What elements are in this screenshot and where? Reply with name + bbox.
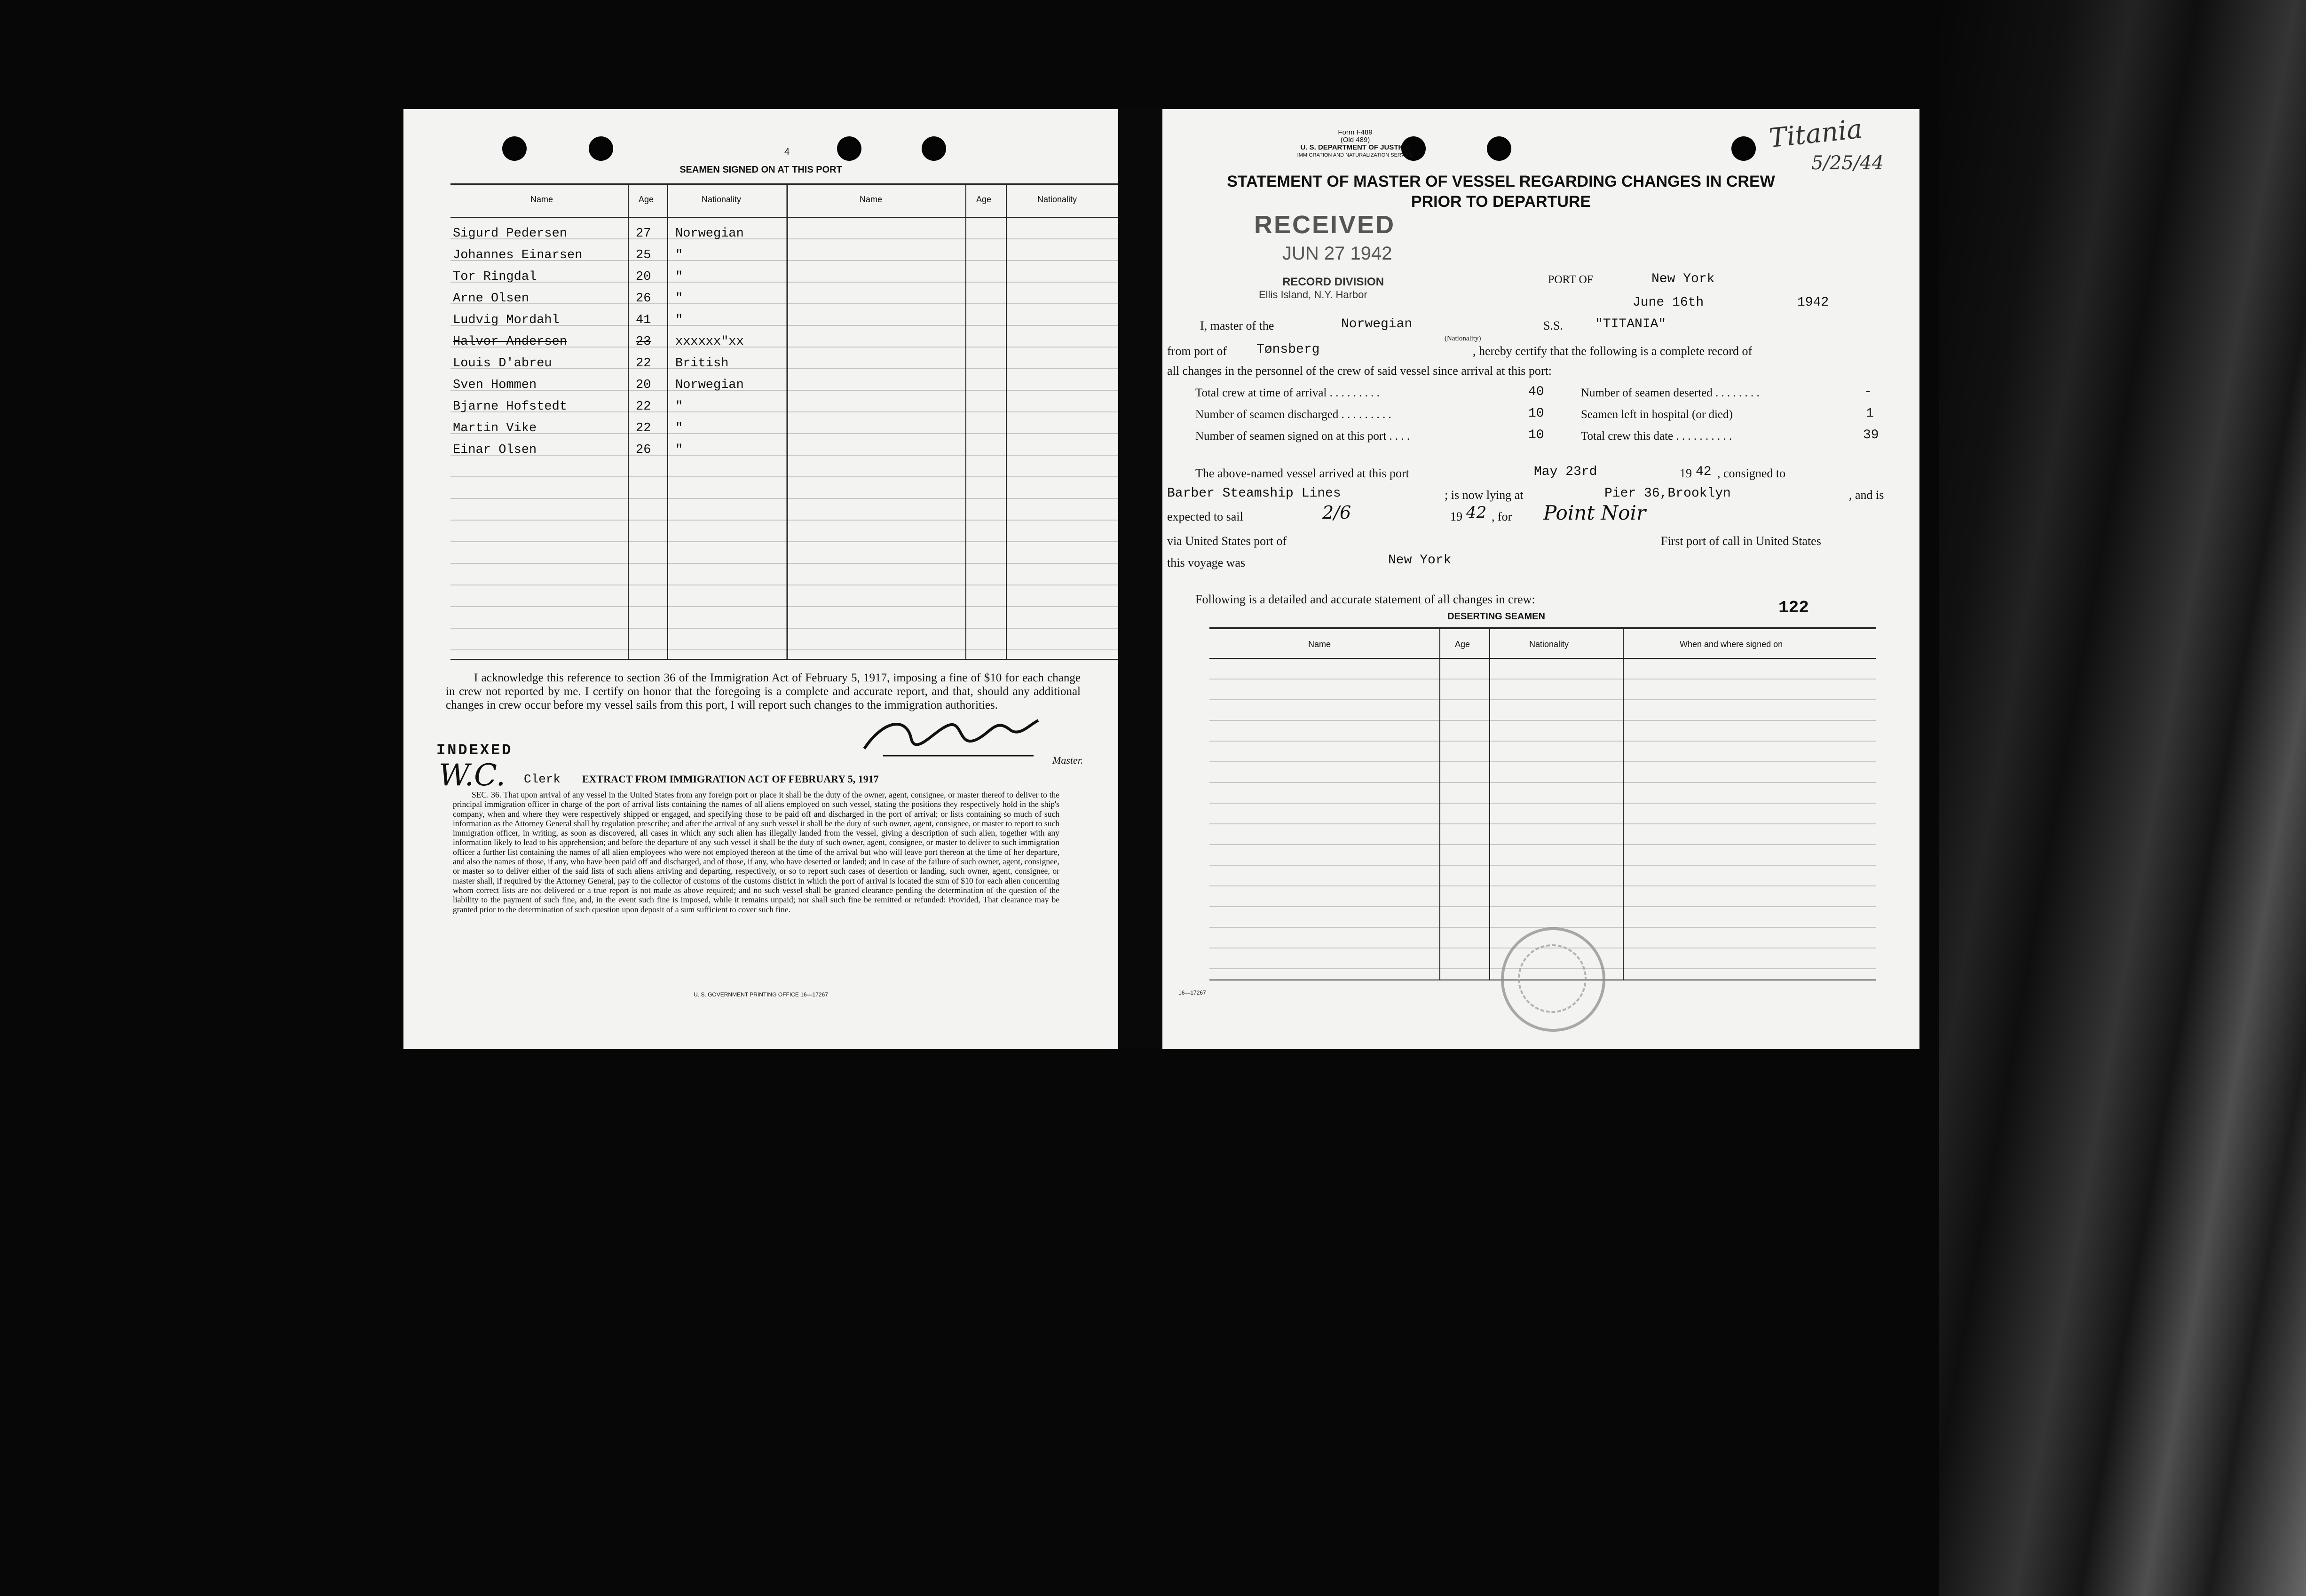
seaman-name: Arne Olsen <box>453 292 529 306</box>
date-value: June 16th <box>1633 295 1704 310</box>
voyage-label: this voyage was <box>1167 556 1246 569</box>
arrived-date: May 23rd <box>1534 465 1597 479</box>
signed-on-label: Number of seamen signed on at this port . . . . <box>1195 430 1410 442</box>
printing-office: U. S. GOVERNMENT PRINTING OFFICE 16—17267 <box>694 991 828 998</box>
handwritten-corner-note: Titania <box>1768 113 1864 154</box>
seaman-nationality: " <box>675 313 683 327</box>
form-old: (Old 489) <box>1340 136 1370 144</box>
scan-background-stain <box>1939 0 2306 1596</box>
form-number: Form I-489 <box>1338 128 1373 136</box>
seaman-age: 22 <box>636 400 651 414</box>
master-of-label: I, master of the <box>1200 319 1274 332</box>
date-year: 1942 <box>1797 295 1829 310</box>
seaman-age: 25 <box>636 248 651 262</box>
consigned-label: , consigned to <box>1717 466 1786 480</box>
deserted-value: - <box>1864 385 1872 399</box>
seaman-nationality: " <box>675 421 683 435</box>
department: U. S. DEPARTMENT OF JUSTICE <box>1300 143 1410 151</box>
consignee: Barber Steamship Lines <box>1167 486 1341 501</box>
seaman-nationality: xxxxxx"xx <box>675 335 744 349</box>
seaman-nationality: " <box>675 292 683 306</box>
hospital-label: Seamen left in hospital (or died) <box>1581 408 1733 421</box>
received-label: RECEIVED <box>1254 211 1396 239</box>
col-header-age: Age <box>639 195 654 204</box>
total-date-label: Total crew this date . . . . . . . . . . <box>1581 430 1732 442</box>
clerk-initials: W.C. <box>439 758 505 793</box>
deserting-seamen-table <box>1162 109 1919 1003</box>
col-header-nationality-2: Nationality <box>1037 195 1077 204</box>
and-is-label: , and is <box>1849 488 1884 502</box>
arrived-year: 42 <box>1696 465 1712 479</box>
total-date-value: 39 <box>1863 428 1879 442</box>
nationality-caption: (Nationality) <box>1445 335 1481 342</box>
expected-year-prefix: 19 <box>1450 510 1462 523</box>
handwritten-corner-date: 5/25/44 <box>1811 152 1884 174</box>
handwritten-number: 122 <box>1778 598 1809 617</box>
seaman-name: Tor Ringdal <box>453 270 537 284</box>
col-header-name: Name <box>530 195 553 204</box>
port-value: New York <box>1651 272 1715 286</box>
seal-inner-ring <box>1518 944 1587 1013</box>
acknowledgment-text: I acknowledge this reference to section 36 of the Immigration Act of February 5, 1917, imposing a fine of $10 for each change in crew not reported by me. I certify on honor that the foregoing is a complete and accurate report, and that, should any additional changes in crew occur before my vessel sails from this port, I will report such changes to the immigration authorities. <box>446 672 1081 711</box>
discharged-value: 10 <box>1528 406 1544 421</box>
received-date: JUN 27 1942 <box>1282 243 1392 264</box>
seaman-nationality: " <box>675 270 683 284</box>
seaman-age: 26 <box>636 443 651 457</box>
via-label: via United States port of <box>1167 534 1287 548</box>
seaman-name: Louis D'abreu <box>453 356 552 371</box>
first-port-label: First port of call in United States <box>1661 534 1821 548</box>
seaman-name: Sigurd Pedersen <box>453 227 568 241</box>
seaman-age: 22 <box>636 356 651 371</box>
seaman-age: 27 <box>636 227 651 241</box>
arrived-text: The above-named vessel arrived at this port <box>1195 466 1409 480</box>
seaman-name: Sven Hommen <box>453 378 537 392</box>
seaman-name: Bjarne Hofstedt <box>453 400 568 414</box>
right-page <box>1162 109 1919 1049</box>
discharged-label: Number of seamen discharged . . . . . . . . . <box>1195 408 1391 421</box>
seaman-nationality: Norwegian <box>675 227 744 241</box>
extract-text: SEC. 36. That upon arrival of any vessel in the United States from any foreign port or place it shall be the duty of the owner, agent, consignee, or master thereof to deliver to the principal immigration officer in charge of the port of arrival lists containing the names of all aliens employed on such vessel, stating the positions they respectively hold in the ship's company, when and where they were respectively shipped or engaged, and specifying those to be paid off and discharged in the port of arrival; or lists containing so much of such information as the Attorney General shall by regulation prescribe; and after the arrival of any such vessel it shall be the duty of such owner, agent, consignee, or master to report to such immigration officer, in writing, as soon as discovered, all cases in which any such alien has illegally landed from the vessel, giving a description of such alien, together with any information likely to lead to his apprehension; and before the departure of any such vessel it shall be the duty of such owner, agent, consignee, or master to deliver to such immigration officer a further list containing the names of all alien employees who were not employed thereon at the time of the arrival but who will leave port thereon at the time of her departure, and also the names of those, if any, who have been paid off and discharged, and of those, if any, who have deserted or landed; and in case of the failure of such owner, agent, consignee, or master so to deliver either of the said lists of such aliens arriving and departing, respectively, or so to report such cases of desertion or landing, such owner, agent, consignee, or master shall, if required by the Attorney General, pay to the collector of customs of the customs district in which the port of arrival is located the sum of $10 for each alien concerning whom correct lists are not delivered or a true report is not made as above required; and no such vessel shall be granted clearance pending the determination of the question of the liability to the payment of such fine, and, in the event such fine is imposed, while it remains unpaid; nor shall such fine be remitted or refunded: Provided, That clearance may be granted prior to the determination of such question upon deposit of a sum sufficient to cover such fine. <box>453 790 1059 914</box>
pier-value: Pier 36,Brooklyn <box>1604 486 1731 501</box>
ship-name: "TITANIA" <box>1595 317 1666 332</box>
record-location: Ellis Island, N.Y. Harbor <box>1259 289 1367 300</box>
deserted-label: Number of seamen deserted . . . . . . . . <box>1581 387 1760 399</box>
seaman-name: Einar Olsen <box>453 443 537 457</box>
indexed-stamp: INDEXED <box>436 742 513 759</box>
seaman-age: 20 <box>636 270 651 284</box>
certify-text-2: all changes in the personnel of the crew of said vessel since arrival at this port: <box>1167 364 1552 378</box>
seaman-age: 26 <box>636 292 651 306</box>
seaman-age: 20 <box>636 378 651 392</box>
seaman-age: 41 <box>636 313 651 327</box>
seaman-name: Martin Vike <box>453 421 537 435</box>
seamen-signed-on-table <box>403 109 1118 678</box>
desert-col-name: Name <box>1308 640 1331 649</box>
official-seal-stamp <box>1501 927 1605 1032</box>
deserting-title: DESERTING SEAMEN <box>1447 611 1545 622</box>
clerk-label: Clerk <box>524 772 561 786</box>
section-title: SEAMEN SIGNED ON AT THIS PORT <box>679 165 842 175</box>
seaman-nationality: Norwegian <box>675 378 744 392</box>
footer-code: 16—17267 <box>1178 989 1206 996</box>
following-label: Following is a detailed and accurate statement of all changes in crew: <box>1195 593 1535 606</box>
left-page <box>403 109 1118 1049</box>
desert-col-age: Age <box>1455 640 1470 649</box>
desert-col-when-where: When and where signed on <box>1680 640 1783 649</box>
port-label: PORT OF <box>1548 274 1594 286</box>
seaman-name: Ludvig Mordahl <box>453 313 560 327</box>
lying-label: ; is now lying at <box>1445 488 1524 502</box>
for-label: , for <box>1492 510 1512 523</box>
master-label: Master. <box>1052 754 1083 766</box>
master-signature <box>855 711 1043 763</box>
signed-on-value: 10 <box>1528 428 1544 442</box>
from-port-label: from port of <box>1167 344 1227 358</box>
arrived-year-prefix: 19 <box>1680 466 1692 480</box>
form-title-line2: PRIOR TO DEPARTURE <box>1411 193 1591 211</box>
seaman-age: 23 <box>636 335 651 349</box>
record-division: RECORD DIVISION <box>1282 276 1384 288</box>
seaman-nationality: " <box>675 248 683 262</box>
service: IMMIGRATION AND NATURALIZATION SERVICE <box>1297 152 1414 158</box>
from-port-value: Tønsberg <box>1256 342 1320 357</box>
first-port-value: New York <box>1388 553 1452 568</box>
nationality-value: Norwegian <box>1341 317 1413 332</box>
form-title-line1: STATEMENT OF MASTER OF VESSEL REGARDING CHANGES IN CREW <box>1227 173 1775 190</box>
ss-label: S.S. <box>1543 319 1563 332</box>
col-header-name-2: Name <box>860 195 883 204</box>
total-arrival-label: Total crew at time of arrival . . . . . . . . . <box>1195 387 1380 399</box>
seaman-age: 22 <box>636 421 651 435</box>
expected-date: 2/6 <box>1322 502 1351 523</box>
seaman-nationality: " <box>675 443 683 457</box>
extract-title: EXTRACT FROM IMMIGRATION ACT OF FEBRUARY 5, 1917 <box>582 773 879 785</box>
expected-year: 42 <box>1466 503 1487 522</box>
destination: Point Noir <box>1543 501 1646 524</box>
seaman-nationality: " <box>675 400 683 414</box>
hospital-value: 1 <box>1866 406 1874 421</box>
expected-label: expected to sail <box>1167 510 1243 523</box>
col-header-nationality: Nationality <box>702 195 742 204</box>
desert-col-nationality: Nationality <box>1529 640 1569 649</box>
total-arrival-value: 40 <box>1528 385 1544 399</box>
page-number: 4 <box>784 147 790 157</box>
seaman-nationality: British <box>675 356 729 371</box>
page-gutter <box>1118 109 1162 1049</box>
certify-text: , hereby certify that the following is a complete record of <box>1473 344 1753 358</box>
seaman-name: Halvor Andersen <box>453 335 568 349</box>
col-header-age-2: Age <box>976 195 992 204</box>
seaman-name: Johannes Einarsen <box>453 248 583 262</box>
